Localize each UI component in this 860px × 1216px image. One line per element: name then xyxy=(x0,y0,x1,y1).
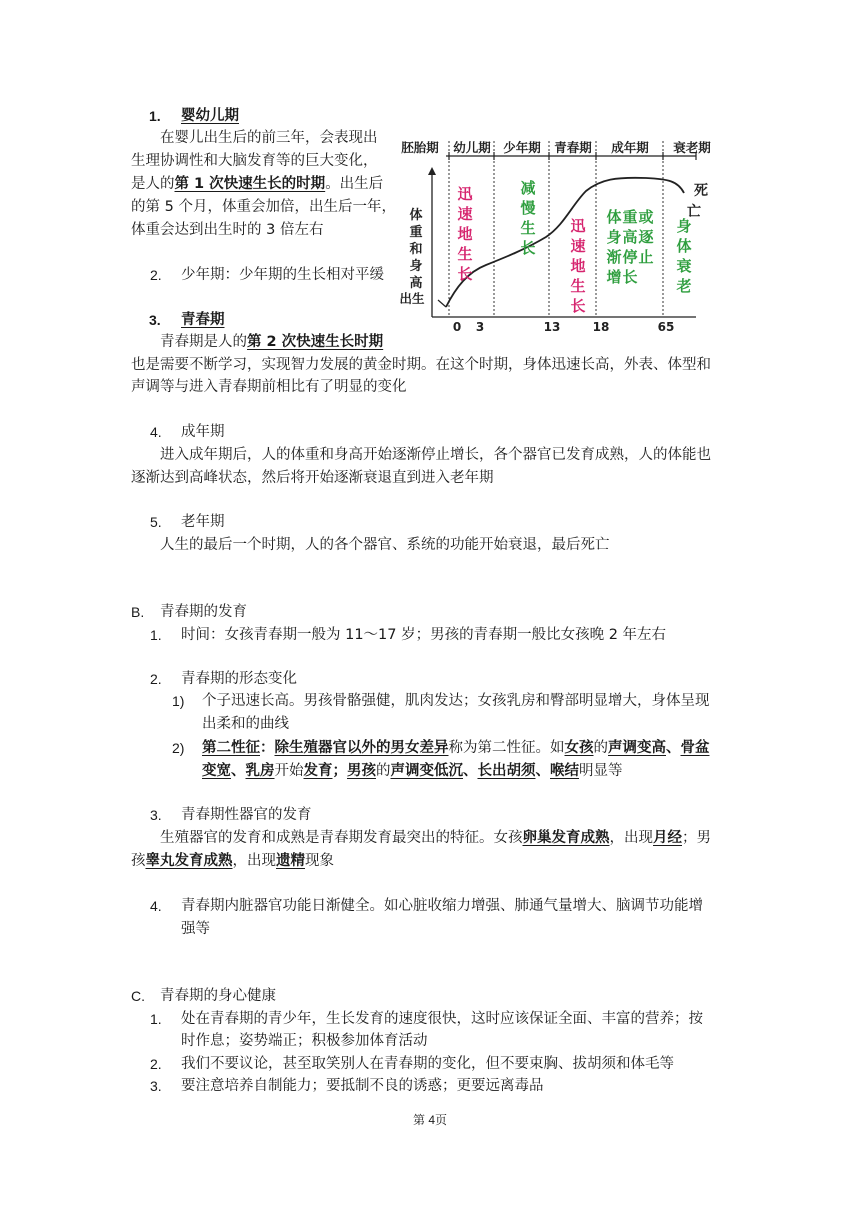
birth-label: 出生 xyxy=(399,291,425,306)
phase-text-char: 迅 xyxy=(570,217,586,235)
stage-label: 幼儿期 xyxy=(453,140,491,155)
b-item4-line1: 青春期内脏器官功能日渐健全。如心脏收缩力增强、肺通气量增大、脑调节功能增 xyxy=(181,898,703,914)
b-item1-number: 1. xyxy=(150,627,162,643)
c-item1-line2: 时作息；姿势端正；积极参加体育活动 xyxy=(181,1033,428,1049)
text: 现象 xyxy=(305,853,334,869)
y-axis-arrow xyxy=(428,167,436,175)
girl: 女孩 xyxy=(564,740,594,756)
item4-title: 成年期 xyxy=(181,424,225,440)
item5-title: 老年期 xyxy=(181,514,225,530)
stage-label: 胚胎期 xyxy=(401,140,439,155)
breast: 乳房 xyxy=(245,763,275,779)
item5-line1: 人生的最后一个时期，人的各个器官、系统的功能开始衰退，最后死亡 xyxy=(160,537,610,553)
item3-line3: 声调等与进入青春期前相比有了明显的变化 xyxy=(131,379,407,395)
sep: 、 xyxy=(231,763,246,779)
item1-title: 婴幼儿期 xyxy=(181,108,239,124)
sep: 、 xyxy=(666,740,681,756)
phase-text-char: 地 xyxy=(570,257,586,275)
phase-text-char: 逐 xyxy=(638,228,654,246)
sep: 、 xyxy=(535,763,550,779)
section-c-letter: C. xyxy=(131,988,145,1004)
b-item3-title: 青春期性器官的发育 xyxy=(181,807,312,823)
b-sub1-number: 1) xyxy=(172,693,185,709)
item1-line3-post: 。出生后 xyxy=(325,176,384,192)
phase-text-char: 衰 xyxy=(676,257,692,275)
age-tick-label: 3 xyxy=(475,320,485,334)
b-sub2-number: 2) xyxy=(172,740,185,756)
phase-text-char: 停 xyxy=(622,248,638,266)
item3-line1-pre: 青春期是人的 xyxy=(160,334,247,350)
beard: 长出胡须 xyxy=(477,763,536,779)
text: 生殖器官的发育和成熟是青春期发育最突出的特征。女孩 xyxy=(160,830,523,846)
stage-label: 青春期 xyxy=(554,140,592,155)
phase-text-char: 减 xyxy=(520,179,536,197)
age-tick-label: 18 xyxy=(592,320,610,334)
age-tick-label: 0 xyxy=(452,320,462,334)
phase-text-char: 身 xyxy=(676,217,692,235)
b-item4-line2: 强等 xyxy=(181,921,210,937)
adams-apple: 喉结 xyxy=(550,763,579,779)
b-item1-text: 时间：女孩青春期一般为 11～17 岁；男孩的青春期一般比女孩晚 2 年左右 xyxy=(181,627,667,643)
pelvis: 骨盆 xyxy=(680,740,710,756)
c-item1-line1: 处在青春期的青少年，生长发育的速度很快，这时应该保证全面、丰富的营养；按 xyxy=(181,1011,703,1027)
y-axis-label-char: 体 xyxy=(409,208,423,223)
definition: 除生殖器官以外的男女差异 xyxy=(274,740,449,756)
text: 的 xyxy=(376,763,391,779)
text: ；男 xyxy=(682,830,711,846)
text: 明显等 xyxy=(579,763,623,779)
phase-text-char: 老 xyxy=(676,277,692,295)
b-item3-number: 3. xyxy=(150,807,162,823)
item1-number: 1. xyxy=(149,108,161,124)
text: 孩 xyxy=(131,853,146,869)
phase-text-char: 渐 xyxy=(606,248,622,266)
birth-arrow xyxy=(438,300,446,307)
text: 开始 xyxy=(274,763,304,779)
b-item3-line2 xyxy=(131,850,334,872)
testis: 睾丸发育成熟 xyxy=(145,853,233,869)
page-number: 第 4页 xyxy=(412,1113,447,1127)
item1-line5: 体重会达到出生时的 3 倍左右 xyxy=(131,222,324,238)
phase-text-char: 生 xyxy=(457,245,473,263)
text: 的 xyxy=(593,740,608,756)
item1-line1: 在婴儿出生后的前三年，会表现出 xyxy=(160,130,378,146)
text: ，出现 xyxy=(232,853,276,869)
colon: ： xyxy=(260,740,275,756)
b-sub2-line1 xyxy=(202,737,710,759)
item2-number: 2. xyxy=(150,267,162,283)
phase-text-char: 高 xyxy=(622,228,638,246)
phase-text-char: 体 xyxy=(606,208,622,226)
emission: 遗精 xyxy=(276,853,305,869)
phase-text-char: 迅 xyxy=(457,185,473,203)
develop: 发育 xyxy=(303,763,333,779)
section-c-heading: 青春期的身心健康 xyxy=(160,988,276,1004)
secondary-sex-term: 第二性征 xyxy=(202,740,260,756)
y-axis-label-char: 高 xyxy=(409,276,423,291)
second-growth-spurt: 第 2 次快速生长时期 xyxy=(247,334,384,350)
ovary: 卵巢发育成熟 xyxy=(522,830,610,846)
phase-text-char: 速 xyxy=(570,237,586,255)
phase-text-char: 体 xyxy=(676,237,692,255)
y-axis-label-char: 和 xyxy=(409,242,423,257)
stage-label: 少年期 xyxy=(503,140,541,155)
item1-line3-pre: 是人的 xyxy=(131,176,175,192)
phase-text-char: 慢 xyxy=(520,199,536,217)
b-item3-line1 xyxy=(160,827,711,849)
age-tick-label: 13 xyxy=(543,320,561,334)
phase-text-char: 地 xyxy=(457,225,473,243)
b-sub1-line1: 个子迅速长高。男孩骨骼强健，肌肉发达；女孩乳房和臀部明显增大，身体呈现 xyxy=(202,693,710,709)
y-axis-label-char: 重 xyxy=(409,225,423,240)
item1-line4: 的第 5 个月，体重会加倍，出生后一年， xyxy=(131,199,396,215)
sep: 、 xyxy=(463,763,478,779)
stage-label: 衰老期 xyxy=(673,140,711,155)
item2-text: 少年期：少年期的生长相对平缓 xyxy=(181,267,384,283)
item4-number: 4. xyxy=(150,424,162,440)
c-item2-number: 2. xyxy=(150,1056,162,1072)
item3-number: 3. xyxy=(149,312,161,328)
phase-text-char: 长 xyxy=(520,239,536,257)
first-growth-spurt: 第 1 次快速生长的时期 xyxy=(174,176,326,192)
item5-number: 5. xyxy=(150,514,162,530)
item1-line2: 生理协调性和大脑发育等的巨大变化， xyxy=(131,153,378,169)
phase-text-char: 生 xyxy=(520,219,536,237)
section-b-letter: B. xyxy=(131,604,145,620)
phase-text-char: 长 xyxy=(570,297,586,315)
phase-text-char: 长 xyxy=(457,265,473,283)
c-item3-text: 要注意培养自制能力；要抵制不良的诱惑；更要远离毒品 xyxy=(181,1078,544,1094)
phase-text-char: 生 xyxy=(570,277,586,295)
c-item2-text: 我们不要议论，甚至取笑别人在青春期的变化，但不要束胸、拔胡须和体毛等 xyxy=(181,1056,674,1072)
c-item3-number: 3. xyxy=(150,1078,162,1094)
item1-line3 xyxy=(131,173,383,195)
y-axis-label-char: 身 xyxy=(409,259,423,274)
age-tick-label: 65 xyxy=(657,320,675,334)
phase-text-char: 止 xyxy=(638,248,654,266)
phase-text-char: 长 xyxy=(622,268,638,286)
stage-label: 成年期 xyxy=(611,140,649,155)
phase-text-char: 速 xyxy=(457,205,473,223)
item3-title: 青春期 xyxy=(181,312,225,328)
sep: ； xyxy=(332,763,347,779)
item3-line1 xyxy=(160,331,383,353)
wider: 变宽 xyxy=(202,763,231,779)
b-sub1-line2: 出柔和的曲线 xyxy=(202,716,289,732)
phase-text-char: 增 xyxy=(606,268,622,286)
voice-higher: 声调变高 xyxy=(608,740,666,756)
b-item4-number: 4. xyxy=(150,898,162,914)
item3-line2: 也是需要不断学习，实现智力发展的黄金时期。在这个时期，身体迅速长高，外表、体型和 xyxy=(131,357,711,373)
phase-text-char: 身 xyxy=(606,228,622,246)
item4-line2: 逐渐达到高峰状态，然后将开始逐渐衰退直到进入老年期 xyxy=(131,470,494,486)
text: ，出现 xyxy=(609,830,653,846)
phase-text-char: 重 xyxy=(622,208,638,226)
text: 称为第二性征。如 xyxy=(448,740,565,756)
item4-line1: 进入成年期后，人的体重和身高开始逐渐停止增长，各个器官已发育成熟，人的体能也 xyxy=(160,447,711,463)
c-item1-number: 1. xyxy=(150,1011,162,1027)
death-label-char: 亡 xyxy=(687,204,701,220)
b-item2-title: 青春期的形态变化 xyxy=(181,671,297,687)
menstruation: 月经 xyxy=(653,830,682,846)
voice-lower: 声调变低沉 xyxy=(390,763,463,779)
boy: 男孩 xyxy=(347,763,376,779)
death-label-char: 死 xyxy=(694,183,708,199)
growth-stages-diagram xyxy=(396,127,730,337)
b-item2-number: 2. xyxy=(150,671,162,687)
section-b-heading: 青春期的发育 xyxy=(160,604,247,620)
b-sub2-line2 xyxy=(202,760,623,782)
phase-text-char: 或 xyxy=(638,208,654,226)
